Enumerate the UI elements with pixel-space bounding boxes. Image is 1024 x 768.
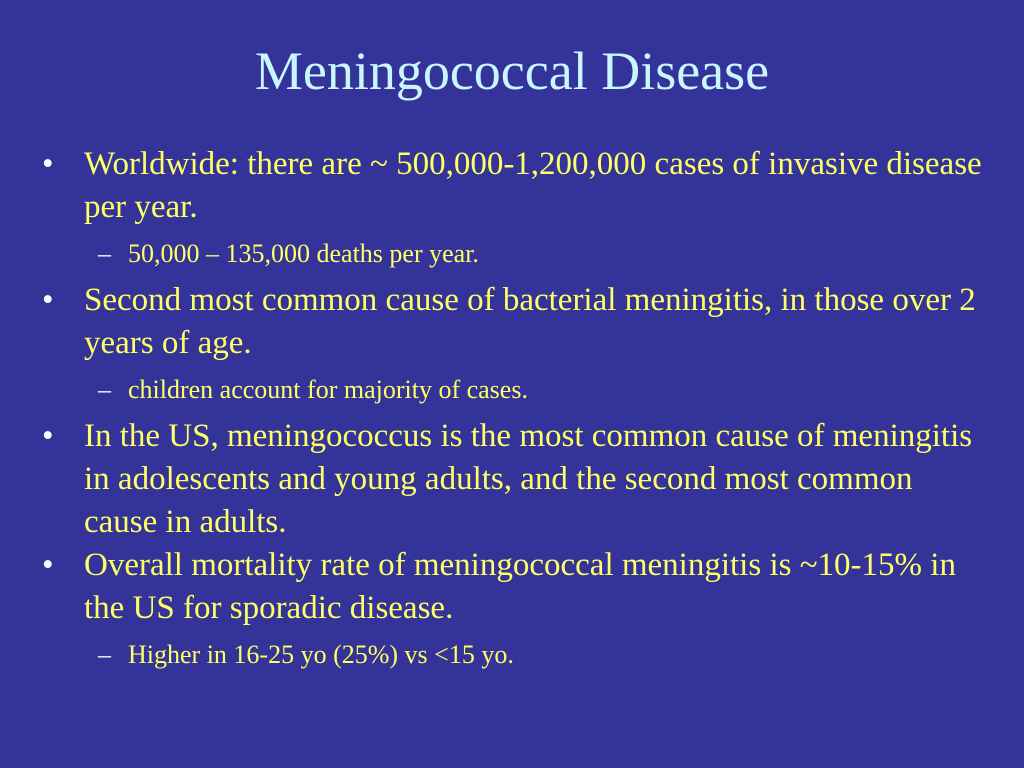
sub-bullet-higher-age <box>42 630 992 680</box>
bullet-text: Overall mortality rate of meningococcal meningitis is ~10-15% in the US for sporadic disease. <box>84 547 956 626</box>
sub-bullet-marker: – <box>98 640 111 669</box>
sub-bullet-children <box>42 365 992 415</box>
bullet-second-most-common <box>42 279 992 365</box>
sub-bullet-marker: – <box>98 375 111 404</box>
slide-content <box>42 143 992 680</box>
bullet-marker: • <box>42 547 54 583</box>
bullet-us-meningococcus <box>42 415 992 544</box>
bullet-marker: • <box>42 146 54 182</box>
bullet-mortality-rate <box>42 544 992 630</box>
bullet-text: Second most common cause of bacterial meningitis, in those over 2 years of age. <box>84 282 976 361</box>
bullet-text: Worldwide: there are ~ 500,000-1,200,000 cases of invasive disease per year. <box>84 146 982 225</box>
sub-bullet-deaths <box>42 229 992 279</box>
sub-bullet-marker: – <box>98 239 111 268</box>
sub-bullet-text: children account for majority of cases. <box>128 375 528 404</box>
bullet-marker: • <box>42 282 54 318</box>
sub-bullet-text: 50,000 – 135,000 deaths per year. <box>128 239 479 268</box>
bullet-marker: • <box>42 418 54 454</box>
sub-bullet-text: Higher in 16-25 yo (25%) vs <15 yo. <box>128 640 514 669</box>
slide-title: Meningococcal Disease <box>254 41 770 101</box>
bullet-text: In the US, meningococcus is the most common cause of meningitis in adolescents and young adults, and the second most common cause in adults. <box>84 418 973 540</box>
bullet-worldwide <box>42 143 992 229</box>
